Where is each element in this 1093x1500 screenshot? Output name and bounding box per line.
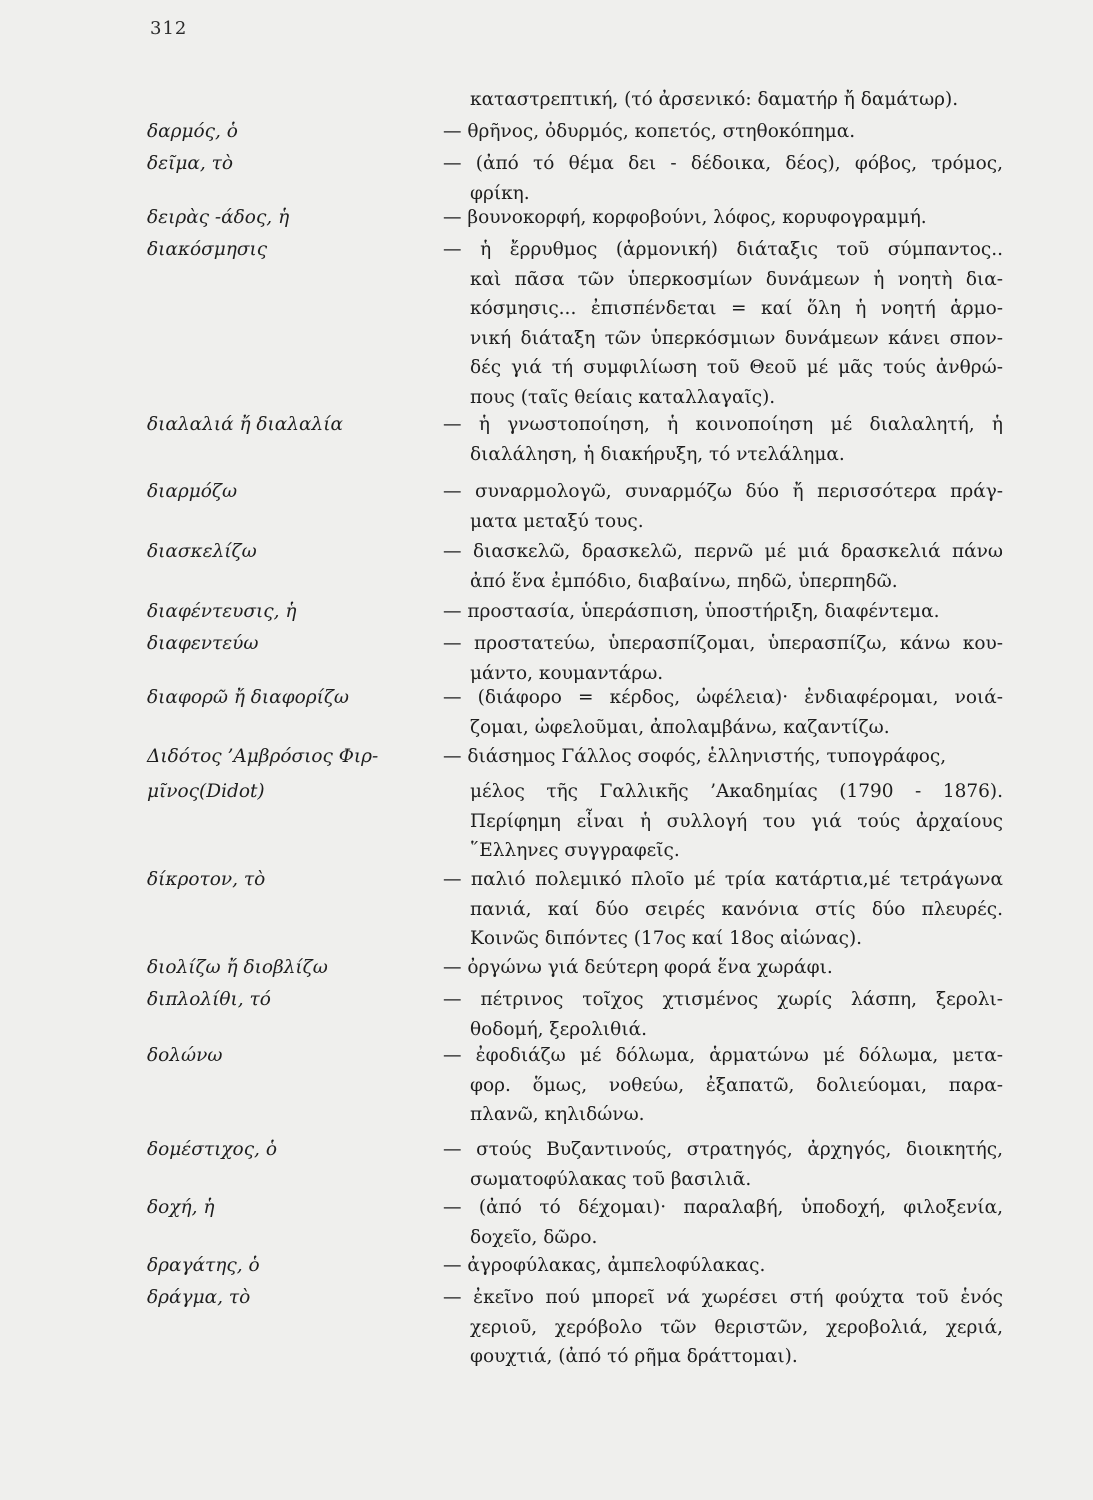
entry-definition-line: πλανῶ, κηλιδώνω. xyxy=(470,1104,645,1125)
entry-definition-line: — βουνοκορφή, κορφοβούνι, λόφος, κορυφογραμμή. xyxy=(443,207,927,228)
entry-term: δειρὰς -άδος, ἡ xyxy=(147,207,290,228)
entry-definition-line: φουχτιά, (ἀπό τό ρῆμα δράττομαι). xyxy=(470,1346,798,1367)
entry-definition-line: — στούς Βυζαντινούς, στρατηγός, ἀρχηγός, διοικητής, xyxy=(443,1139,1003,1160)
entry-term: δεῖμα, τὸ xyxy=(147,153,233,174)
entry-term: διακόσμησις xyxy=(147,239,268,260)
entry-definition-line: καὶ πᾶσα τῶν ὑπερκοσμίων δυνάμεων ἡ νοητὴ δια- xyxy=(470,268,1003,290)
entry-term: μῖνος(Didot) xyxy=(147,781,265,802)
entry-definition-line: φρίκη. xyxy=(470,182,530,204)
entry-definition-line: ματα μεταξύ τους. xyxy=(470,510,644,532)
entry-definition-line: — (διάφορο = κέρδος, ὠφέλεια)· ἐνδιαφέρομαι, νοιά- xyxy=(443,687,1003,708)
entry-term: Διδότος ’Αμβρόσιος Φιρ- xyxy=(147,746,379,767)
entry-definition-line: πανιά, καί δύο σειρές κανόνια στίς δύο πλευρές. xyxy=(470,898,1003,920)
entry-definition-line: — (ἀπό τό δέχομαι)· παραλαβή, ὑποδοχή, φιλοξενία, xyxy=(443,1197,1003,1218)
entry-definition-line: — ἀγροφύλακας, ἀμπελοφύλακας. xyxy=(443,1255,766,1276)
entry-definition-line: Περίφημη εἶναι ἡ συλλογή του γιά τούς ἀρχαίους xyxy=(470,810,1003,832)
entry-definition-line: — διασκελῶ, δρασκελῶ, περνῶ μέ μιά δρασκελιά πάνω xyxy=(443,541,1003,562)
entry-definition-line: θοδομή, ξερολιθιά. xyxy=(470,1018,647,1040)
entry-definition-line: δές γιά τή συμφιλίωση τοῦ Θεοῦ μέ μᾶς τούς ἀνθρώ- xyxy=(470,357,1003,378)
entry-definition-line: πους (ταῖς θείαις καταλλαγαῖς). xyxy=(470,386,776,408)
entry-definition-line: ῞Ελληνες συγγραφεῖς. xyxy=(470,840,680,861)
entry-term: διασκελίζω xyxy=(147,541,257,562)
entry-definition-line: — πέτρινος τοῖχος χτισμένος χωρίς λάσπη, ξερολι- xyxy=(443,989,1003,1010)
entry-definition-line: — προστασία, ὑπεράσπιση, ὑποστήριξη, διαφέντεμα. xyxy=(443,601,940,622)
entry-definition-line: — (ἀπό τό θέμα δει - δέδοικα, δέος), φόβος, τρόμος, xyxy=(443,153,1003,174)
entry-term: δοχή, ἡ xyxy=(147,1197,215,1218)
entry-definition-line: σωματοφύλακας τοῦ βασιλιᾶ. xyxy=(470,1168,752,1190)
entry-term: διολίζω ἤ διοβλίζω xyxy=(147,957,328,978)
entry-definition-line: ἀπό ἕνα ἐμπόδιο, διαβαίνω, πηδῶ, ὑπερπηδῶ. xyxy=(470,570,898,592)
page-number: 312 xyxy=(150,18,188,39)
entry-definition-line: νική διάταξη τῶν ὑπερκόσμιων δυνάμεων κάνει σπον- xyxy=(470,327,1003,349)
entry-definition-line: μέλος τῆς Γαλλικῆς ’Ακαδημίας (1790 - 1876). xyxy=(470,781,1003,802)
entry-definition-line: δοχεῖο, δῶρο. xyxy=(470,1226,598,1248)
entry-definition-line: — ἡ γνωστοποίηση, ἡ κοινοποίηση μέ διαλαλητή, ἡ xyxy=(443,414,1003,435)
entry-definition-line: χεριοῦ, χερόβολο τῶν θεριστῶν, χεροβολιά, χεριά, xyxy=(470,1316,1003,1338)
entry-term: δίκροτον, τὸ xyxy=(147,869,266,890)
entry-definition-line: — ὀργώνω γιά δεύτερη φορά ἕνα χωράφι. xyxy=(443,957,833,978)
entry-definition-line: διαλάληση, ἡ διακήρυξη, τό ντελάλημα. xyxy=(470,443,845,465)
entry-definition-line: — παλιό πολεμικό πλοῖο μέ τρία κατάρτια,μέ τετράγωνα xyxy=(443,869,1003,890)
entry-definition-line: — ἐκεῖνο πού μπορεῖ νά χωρέσει στή φούχτα τοῦ ἑνός xyxy=(443,1287,1003,1308)
entry-term: διπλολίθι, τό xyxy=(147,989,271,1010)
entry-term: διαφέντευσις, ἡ xyxy=(147,601,297,622)
entry-definition-line: μάντο, κουμαντάρω. xyxy=(470,662,664,684)
entry-definition-line: — ἡ ἔρρυθμος (ἁρμονική) διάταξις τοῦ σύμπαντος.. xyxy=(443,239,1003,260)
entry-definition-line: — ἐφοδιάζω μέ δόλωμα, ἁρματώνω μέ δόλωμα, μετα- xyxy=(443,1045,1003,1066)
entry-term: δαρμός, ὁ xyxy=(147,121,238,142)
entry-term: δομέστιχος, ὁ xyxy=(147,1139,277,1160)
entry-term: δράγμα, τὸ xyxy=(147,1287,251,1308)
entry-definition-line: κόσμησις... ἐπισπένδεται = καί ὅλη ἡ νοητή ἁρμο- xyxy=(470,298,1003,319)
entry-definition-line: ζομαι, ὠφελοῦμαι, ἀπολαμβάνω, καζαντίζω. xyxy=(470,716,890,738)
entry-term: διαλαλιά ἤ διαλαλία xyxy=(147,414,343,435)
entry-term: δολώνω xyxy=(147,1045,223,1066)
entry-definition-line: καταστρεπτική, (τό ἀρσενικό: δαματήρ ἤ δαμάτωρ). xyxy=(470,89,959,110)
entry-definition-line: Κοινῶς διπόντες (17ος καί 18ος αἰώνας). xyxy=(470,928,863,949)
entry-term: διαφορῶ ἤ διαφορίζω xyxy=(147,687,350,708)
entry-definition-line: — θρῆνος, ὀδυρμός, κοπετός, στηθοκόπημα. xyxy=(443,121,856,142)
entry-definition-line: — συναρμολογῶ, συναρμόζω δύο ἤ περισσότερα πράγ- xyxy=(443,481,1003,502)
entry-definition-line: φορ. ὅμως, νοθεύω, ἐξαπατῶ, δολιεύομαι, παρα- xyxy=(470,1074,1003,1096)
entry-term: διαρμόζω xyxy=(147,481,238,502)
entry-term: διαφεντεύω xyxy=(147,633,259,654)
entry-definition-line: — διάσημος Γάλλος σοφός, ἑλληνιστής, τυπογράφος, xyxy=(443,746,947,767)
entry-definition-line: — προστατεύω, ὑπερασπίζομαι, ὑπερασπίζω, κάνω κου- xyxy=(443,633,1003,654)
entry-term: δραγάτης, ὁ xyxy=(147,1255,260,1276)
